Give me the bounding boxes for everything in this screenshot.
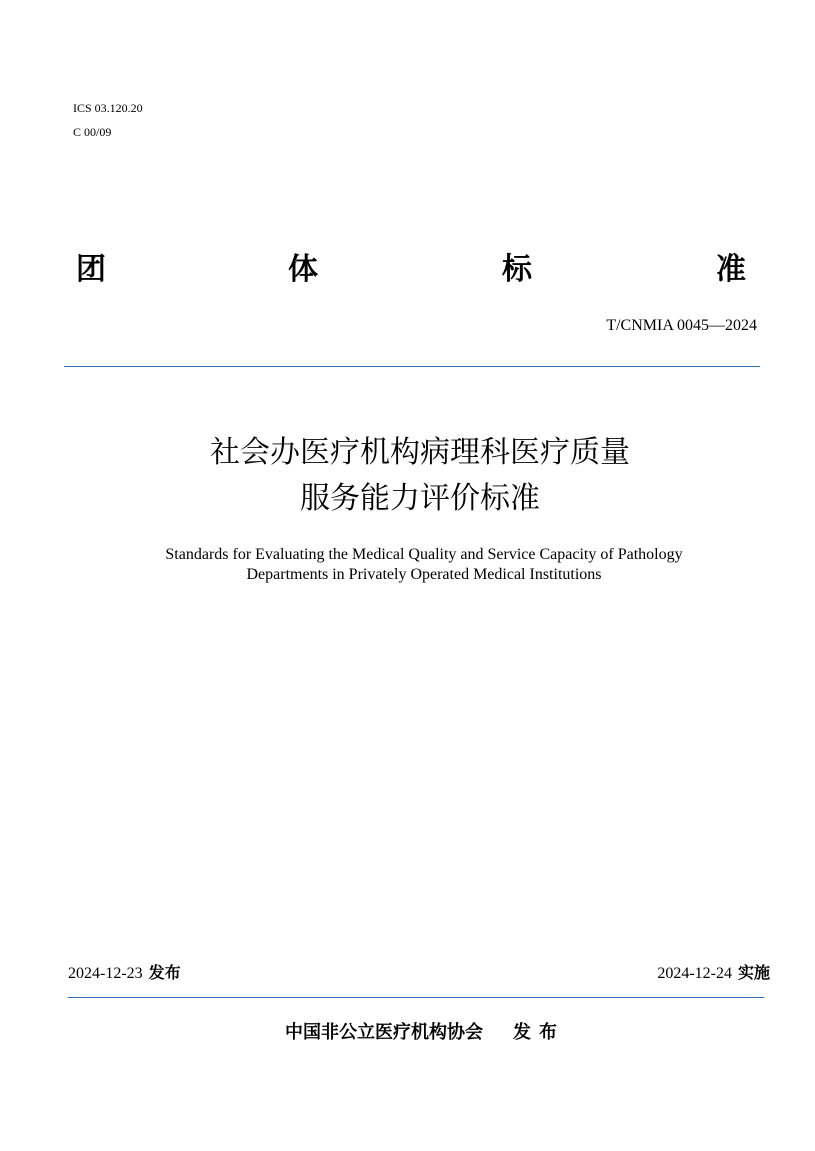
issue-date-line: [68, 962, 181, 985]
standard-type-char-1: 团: [76, 252, 106, 287]
standard-type-char-3: 标: [502, 252, 532, 287]
document-title-line-1: 社会办医疗机构病理科医疗质量: [210, 435, 630, 470]
publisher-line: [0, 1021, 815, 1045]
top-divider: [64, 366, 760, 367]
issue-date: 2024-12-23: [68, 965, 143, 982]
implementation-label: 实施: [737, 963, 770, 982]
issue-label: 发布: [148, 963, 181, 982]
publisher-label: 发布: [513, 1022, 565, 1043]
standard-type-char-2: 体: [288, 252, 318, 287]
ics-code: ICS 03.120.20: [73, 101, 143, 115]
implementation-date-line: [657, 962, 770, 985]
bottom-divider: [68, 997, 764, 998]
ccs-code: C 00/09: [73, 125, 112, 139]
english-title-line-1: Standards for Evaluating the Medical Quality and Service Capacity of Pathology: [165, 546, 683, 563]
implementation-date: 2024-12-24: [657, 965, 732, 982]
standard-number: T/CNMIA 0045—2024: [606, 317, 757, 334]
document-title-line-2: 服务能力评价标准: [300, 481, 540, 516]
standard-type-char-4: 准: [716, 252, 746, 287]
english-title-line-2: Departments in Privately Operated Medical Institutions: [246, 566, 602, 583]
publisher-name: 中国非公立医疗机构协会: [285, 1022, 483, 1043]
